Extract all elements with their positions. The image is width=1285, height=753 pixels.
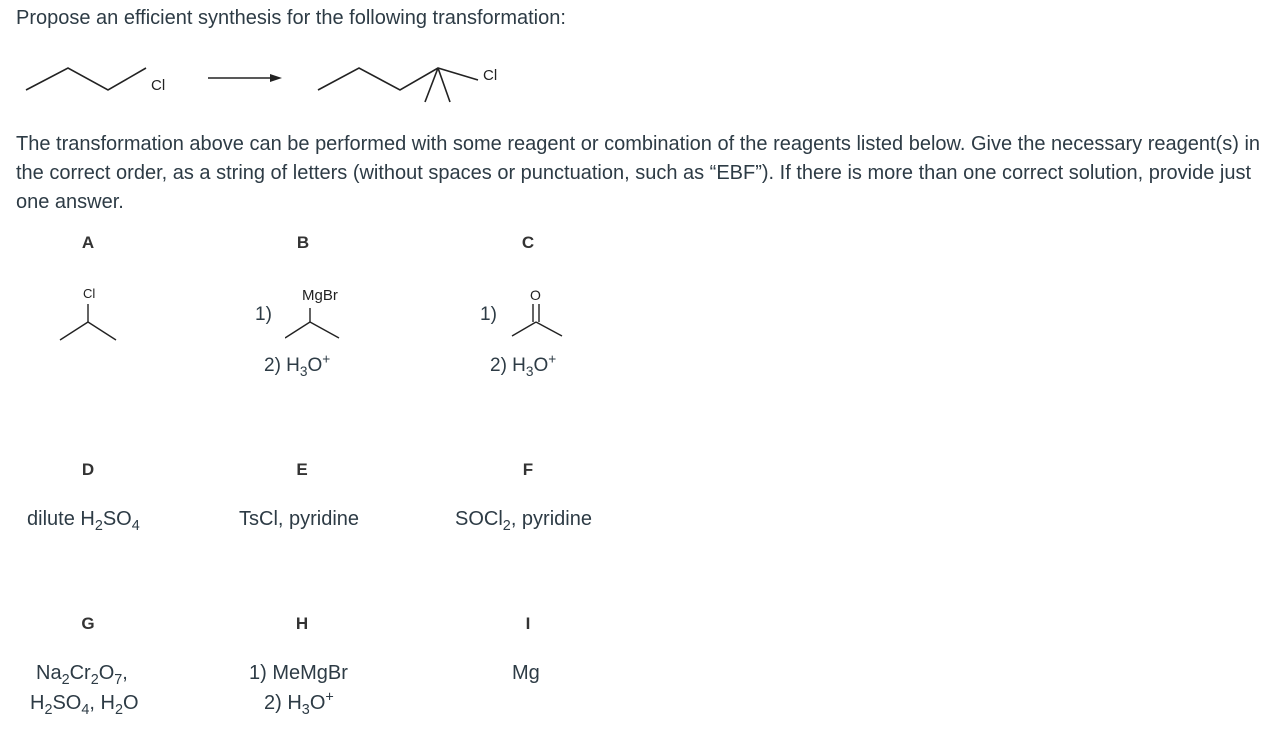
- product-cl-label: Cl: [483, 67, 498, 84]
- product: [318, 68, 478, 102]
- option-b-mgbr-label: MgBr: [302, 287, 338, 304]
- option-b-step1: 1): [255, 304, 272, 325]
- option-h-reagent-line1: 1) MeMgBr: [249, 662, 348, 684]
- option-d-reagent: dilute $H_2SO_4$: [27, 508, 140, 534]
- option-a-letter: A: [81, 233, 95, 252]
- option-h-reagent-line2: 2) $H_3O^+$: [264, 689, 334, 718]
- option-a-structure: [50, 280, 130, 350]
- option-e-reagent: TsCl, pyridine: [239, 508, 360, 530]
- option-b-letter: B: [296, 233, 310, 252]
- option-b-step2: 2) $H_3O^+$: [264, 351, 331, 379]
- option-g-reagent-line1: $Na_2Cr_2O_7$,: [36, 662, 128, 688]
- option-c-step1: 1): [480, 304, 497, 325]
- option-i-reagent: Mg: [512, 662, 540, 684]
- option-i-letter: I: [525, 614, 531, 633]
- option-a-cl-label: Cl: [83, 286, 96, 301]
- option-f-reagent: SOCl$_2$, pyridine: [455, 508, 592, 534]
- option-c-structure: [500, 280, 590, 350]
- reaction-scheme: [0, 50, 560, 110]
- option-e-letter: E: [296, 460, 308, 479]
- instructions-paragraph: The transformation above can be performed with some reagent or combination of the reagents listed below. Give the necessary reagent(s) in the correct order, as a string of letters (without spaces or punctuation, such as “EBF”). If there is more than one correct solution, provide just one answer.: [16, 133, 1261, 213]
- starting-material: [26, 68, 146, 90]
- option-c-letter: C: [521, 233, 535, 252]
- option-h-letter: H: [295, 614, 309, 633]
- option-b-structure: [285, 280, 375, 350]
- option-d-letter: D: [81, 460, 95, 479]
- start-cl-label: Cl: [151, 77, 166, 94]
- option-c-o-label: O: [530, 287, 541, 303]
- option-g-letter: G: [81, 614, 95, 633]
- option-g-reagent-line2: $H_2SO_4$, $H_2O$: [30, 692, 139, 718]
- reaction-arrow: [208, 74, 282, 82]
- option-c-step2: 2) $H_3O^+$: [490, 351, 557, 379]
- option-f-letter: F: [522, 460, 534, 479]
- question-prompt: Propose an efficient synthesis for the following transformation:: [16, 7, 566, 29]
